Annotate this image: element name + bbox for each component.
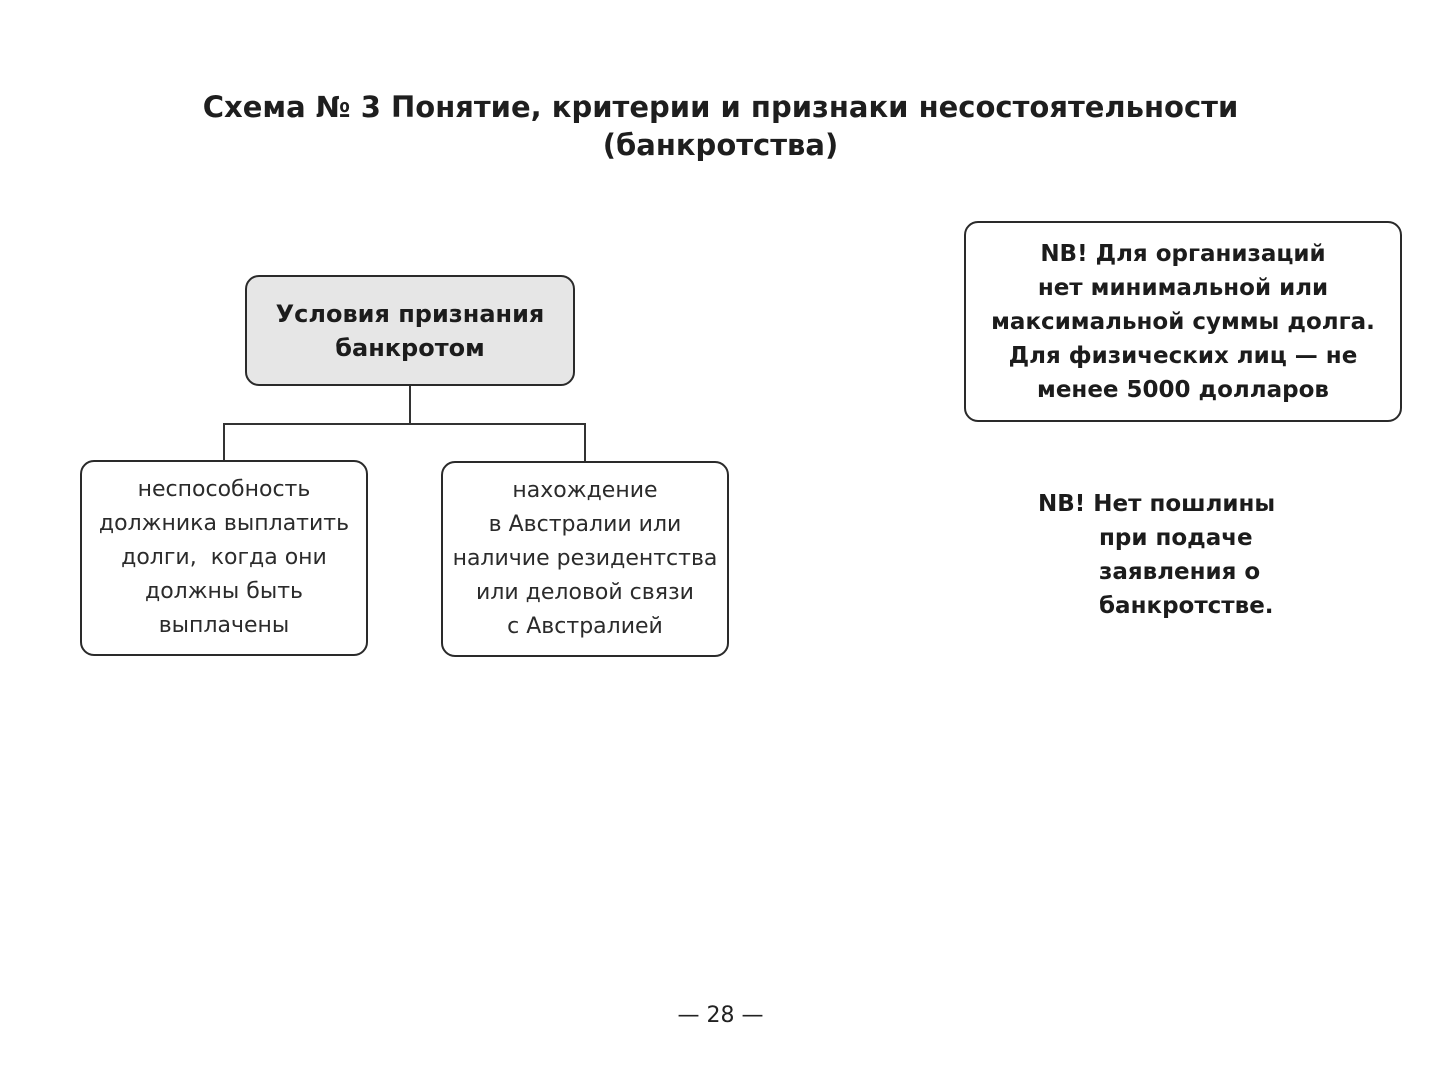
australia-line-2: в Австралии или <box>488 512 682 537</box>
title-line-2: (банкротства) <box>602 128 839 162</box>
australia-line-5: с Австралией <box>507 614 663 639</box>
page-title <box>0 88 1441 164</box>
nb-fee-line-3: заявления о <box>1099 559 1261 585</box>
connector-main-vertical <box>409 386 411 424</box>
insolvency-line-3: долги, когда они <box>121 545 327 570</box>
australia-connection-box <box>441 461 729 657</box>
connector-right-vertical <box>584 423 586 462</box>
nb-fee-note <box>1000 487 1330 623</box>
insolvency-criterion-box <box>80 460 368 656</box>
conditions-box <box>245 275 575 386</box>
nb-debt-box <box>964 221 1402 422</box>
nb-fee-line-2: при подаче <box>1099 525 1253 551</box>
australia-line-4: или деловой связи <box>476 580 694 605</box>
australia-line-3: наличие резидентства <box>452 546 718 571</box>
nb-fee-line-1: NB! Нет пошлины <box>1038 491 1276 517</box>
connector-left-vertical <box>223 423 225 461</box>
conditions-box-line-1: Условия признания <box>275 299 545 328</box>
conditions-box-line-2: банкротом <box>335 333 485 362</box>
nb-debt-line-5: менее 5000 долларов <box>1037 376 1329 403</box>
australia-line-1: нахождение <box>512 478 658 503</box>
insolvency-line-2: должника выплатить <box>98 511 350 536</box>
insolvency-line-1: неспособность <box>137 477 311 502</box>
nb-debt-line-4: Для физических лиц — не <box>1008 342 1358 369</box>
insolvency-line-5: выплачены <box>158 613 290 638</box>
page-number: — 28 — <box>677 1003 764 1028</box>
connector-horizontal <box>223 423 586 425</box>
nb-debt-line-1: NB! Для организаций <box>1040 240 1326 267</box>
title-line-1: Схема № 3 Понятие, критерии и признаки несостоятельности <box>202 90 1239 124</box>
nb-debt-line-3: максимальной суммы долга. <box>991 308 1375 335</box>
nb-fee-line-4: банкротстве. <box>1099 593 1274 619</box>
insolvency-line-4: должны быть <box>144 579 304 604</box>
nb-debt-line-2: нет минимальной или <box>1037 274 1329 301</box>
